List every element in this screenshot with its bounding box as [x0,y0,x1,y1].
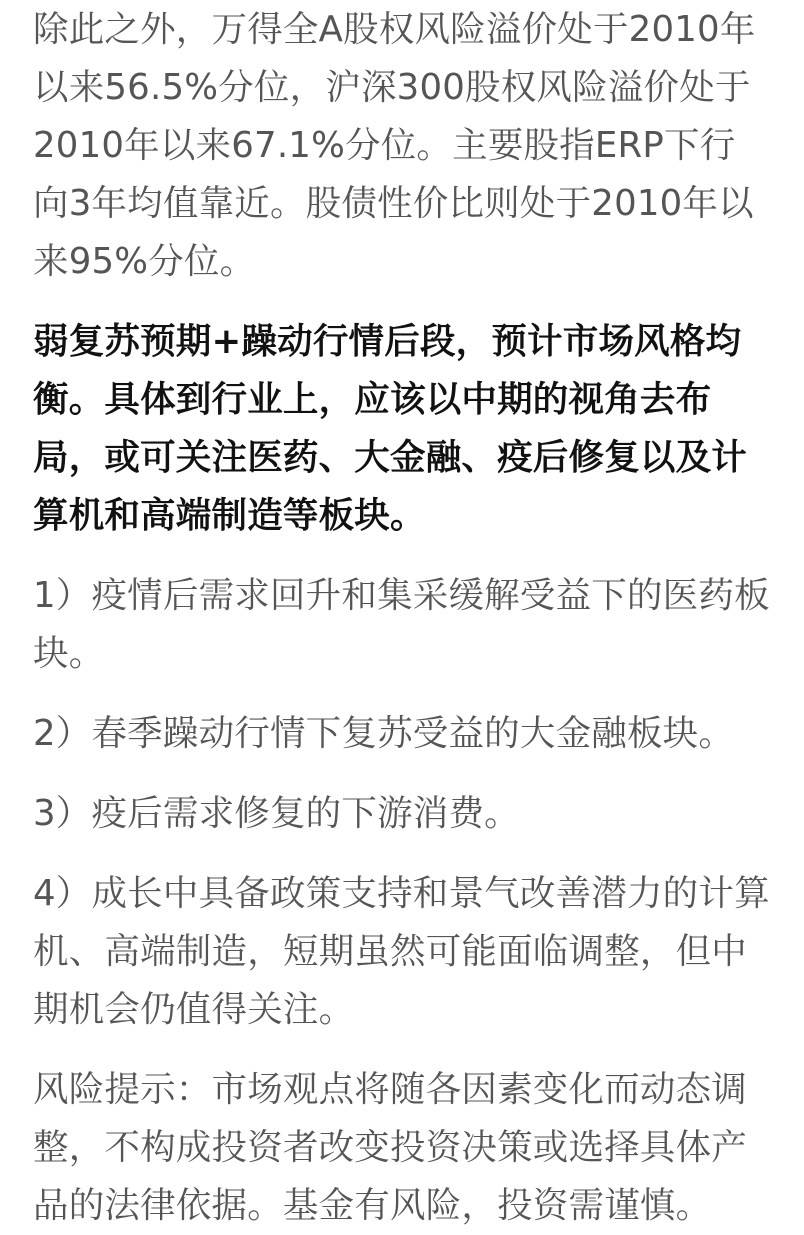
paragraph-item-4: 4）成长中具备政策支持和景气改善潜力的计算机、高端制造，短期虽然可能面临调整，但中期机会仍值得关注。 [33,873,770,1030]
paragraph-item-1: 1）疫情后需求回升和集采缓解受益下的医药板块。 [33,575,770,674]
paragraph-risk-warning: 风险提示：市场观点将随各因素变化而动态调整，不构成投资者改变投资决策或选择具体产品的法律依据。基金有风险，投资需谨慎。 [33,1069,748,1226]
paragraph-item-2: 2）春季躁动行情下复苏受益的大金融板块。 [33,713,735,754]
article-body [0,1,804,1235]
paragraph-valuation: 除此之外，万得全A股权风险溢价处于2010年以来56.5%分位，沪深300股权风险溢价处于2010年以来67.1%分位。主要股指ERP下行向3年均值靠近。股债性价比则处于2010年以来95%分位。 [33,9,756,282]
paragraph-item-3: 3）疫后需求修复的下游消费。 [33,793,520,834]
paragraph-market-outlook: 弱复苏预期+躁动行情后段，预计市场风格均衡。具体到行业上，应该以中期的视角去布局，或可关注医药、大金融、疫后修复以及计算机和高端制造等板块。 [33,321,748,536]
